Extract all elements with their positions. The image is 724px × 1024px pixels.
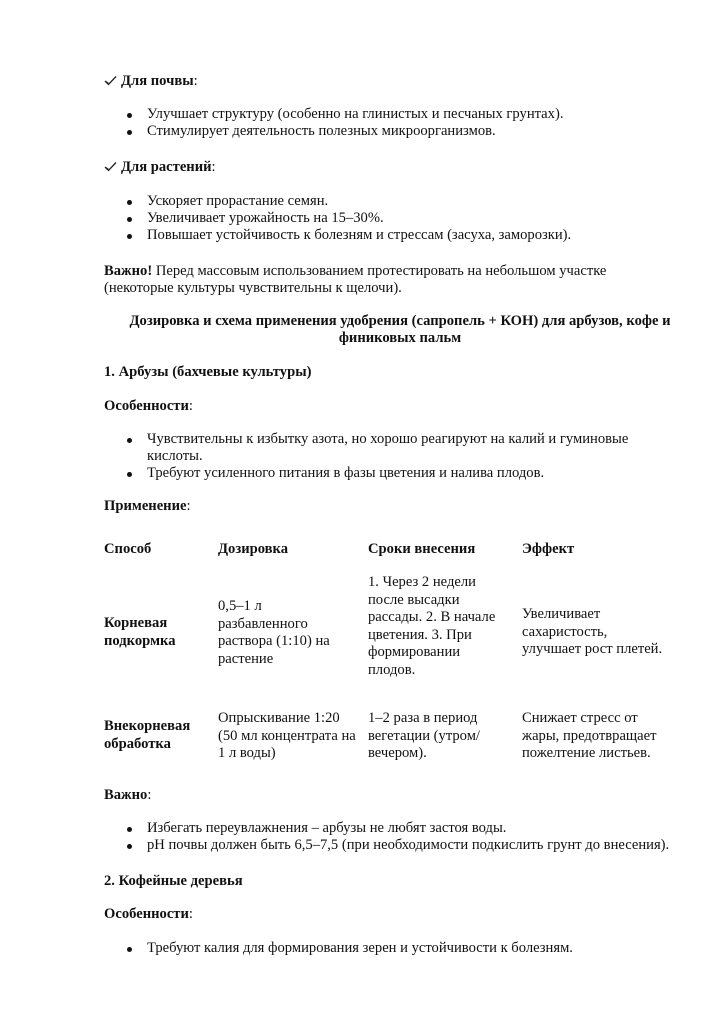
- check-icon: [104, 161, 117, 172]
- list-item: [0, 106, 670, 123]
- features-label-colon: :: [188, 398, 193, 414]
- watermelons-heading: 1. Арбузы (бахчевые культуры): [104, 364, 312, 380]
- features-label-text: Особенности: [104, 398, 189, 414]
- list-item-text: Ускоряет прорастание семян.: [147, 193, 329, 209]
- list-item: [0, 431, 670, 465]
- table-header-timing: Сроки внесения: [368, 541, 476, 557]
- soil-list: [0, 106, 670, 140]
- watermelons-important-list: [0, 820, 670, 854]
- list-item: [0, 837, 670, 854]
- bullet-icon: [127, 234, 132, 239]
- watermelons-features-list: [0, 431, 670, 482]
- watermelons-features-label: [104, 398, 193, 415]
- important-label-colon: :: [147, 787, 152, 803]
- list-item-text: Улучшает структуру (особенно на глинистых и песчаных грунтах).: [147, 106, 564, 122]
- list-item: [0, 940, 670, 957]
- important-note-label: Важно!: [104, 263, 153, 279]
- list-item-text: Увеличивает урожайность на 15–30%.: [147, 210, 384, 226]
- list-item: [0, 465, 670, 482]
- watermelons-application-label: [104, 498, 191, 515]
- plants-heading-text: Для растений: [121, 159, 212, 175]
- list-item: [0, 210, 670, 227]
- plants-heading-colon: :: [211, 159, 216, 175]
- bullet-icon: [127, 472, 132, 477]
- list-item-text: Чувствительны к избытку азота, но хорошо реагируют на калий и гуминовые кислоты.: [147, 431, 629, 464]
- table-cell-effect: Увеличивает сахаристость, улучшает рост плетей.: [522, 606, 663, 657]
- bullet-icon: [127, 438, 132, 443]
- table-cell-method: Внекорневая обработка: [104, 718, 191, 752]
- list-item-text: Требуют калия для формирования зерен и устойчивости к болезням.: [147, 940, 573, 956]
- table-header-method: Способ: [104, 541, 152, 557]
- section-title-line1: Дозировка и схема применения удобрения (сапропель + КОН) для арбузов, кофе и: [129, 313, 671, 329]
- important-note: [104, 263, 664, 297]
- table-cell-method: Корневая подкормка: [104, 615, 176, 649]
- bullet-icon: [127, 844, 132, 849]
- soil-heading: [104, 73, 198, 90]
- bullet-icon: [127, 827, 132, 832]
- plants-list: [0, 193, 670, 244]
- list-item: [0, 193, 670, 210]
- table-cell-timing: 1–2 раза в период вегетации (утром/вечером).: [368, 710, 480, 761]
- soil-heading-text: Для почвы: [121, 73, 194, 89]
- bullet-icon: [127, 130, 132, 135]
- list-item: [0, 820, 670, 837]
- watermelons-important-label: [104, 787, 151, 804]
- coffee-features-label: [104, 906, 193, 923]
- bullet-icon: [127, 947, 132, 952]
- table-cell-dosage: Опрыскивание 1:20 (50 мл концентрата на 1 л воды): [218, 710, 356, 761]
- list-item-text: Избегать переувлажнения – арбузы не любят застоя воды.: [147, 820, 507, 836]
- table-header-dosage: Дозировка: [218, 541, 289, 557]
- list-item-text: Стимулирует деятельность полезных микроорганизмов.: [147, 123, 496, 139]
- features-label-colon: :: [188, 906, 193, 922]
- bullet-icon: [127, 217, 132, 222]
- section-title: [80, 313, 720, 347]
- list-item: [0, 123, 670, 140]
- list-item-text: Требуют усиленного питания в фазы цветения и налива плодов.: [147, 465, 545, 481]
- features-label-text: Особенности: [104, 906, 189, 922]
- important-label-text: Важно: [104, 787, 148, 803]
- coffee-heading: 2. Кофейные деревья: [104, 873, 243, 889]
- bullet-icon: [127, 200, 132, 205]
- list-item-text: Повышает устойчивость к болезням и стрессам (засуха, заморозки).: [147, 227, 572, 243]
- table-header-effect: Эффект: [522, 541, 575, 557]
- important-note-text-2: (некоторые культуры чувствительны к щелочи).: [104, 280, 402, 296]
- check-icon: [104, 75, 117, 86]
- coffee-features-list: [0, 940, 670, 957]
- section-title-line2: финиковых пальм: [338, 330, 462, 346]
- application-label-text: Применение: [104, 498, 187, 514]
- application-label-colon: :: [186, 498, 191, 514]
- important-note-text: Перед массовым использованием протестировать на небольшом участке: [152, 263, 607, 279]
- bullet-icon: [127, 113, 132, 118]
- list-item: [0, 227, 670, 244]
- plants-heading: [104, 159, 216, 176]
- soil-heading-colon: :: [193, 73, 198, 89]
- table-cell-effect: Снижает стресс от жары, предотвращает пожелтение листьев.: [522, 710, 657, 761]
- table-cell-timing: 1. Через 2 недели после высадки рассады. 2. В начале цветения. 3. При формировании плодов.: [368, 574, 496, 678]
- table-cell-dosage: 0,5–1 л разбавленного раствора (1:10) на растение: [218, 598, 330, 667]
- list-item-text: pH почвы должен быть 6,5–7,5 (при необходимости подкислить грунт до внесения).: [147, 837, 670, 853]
